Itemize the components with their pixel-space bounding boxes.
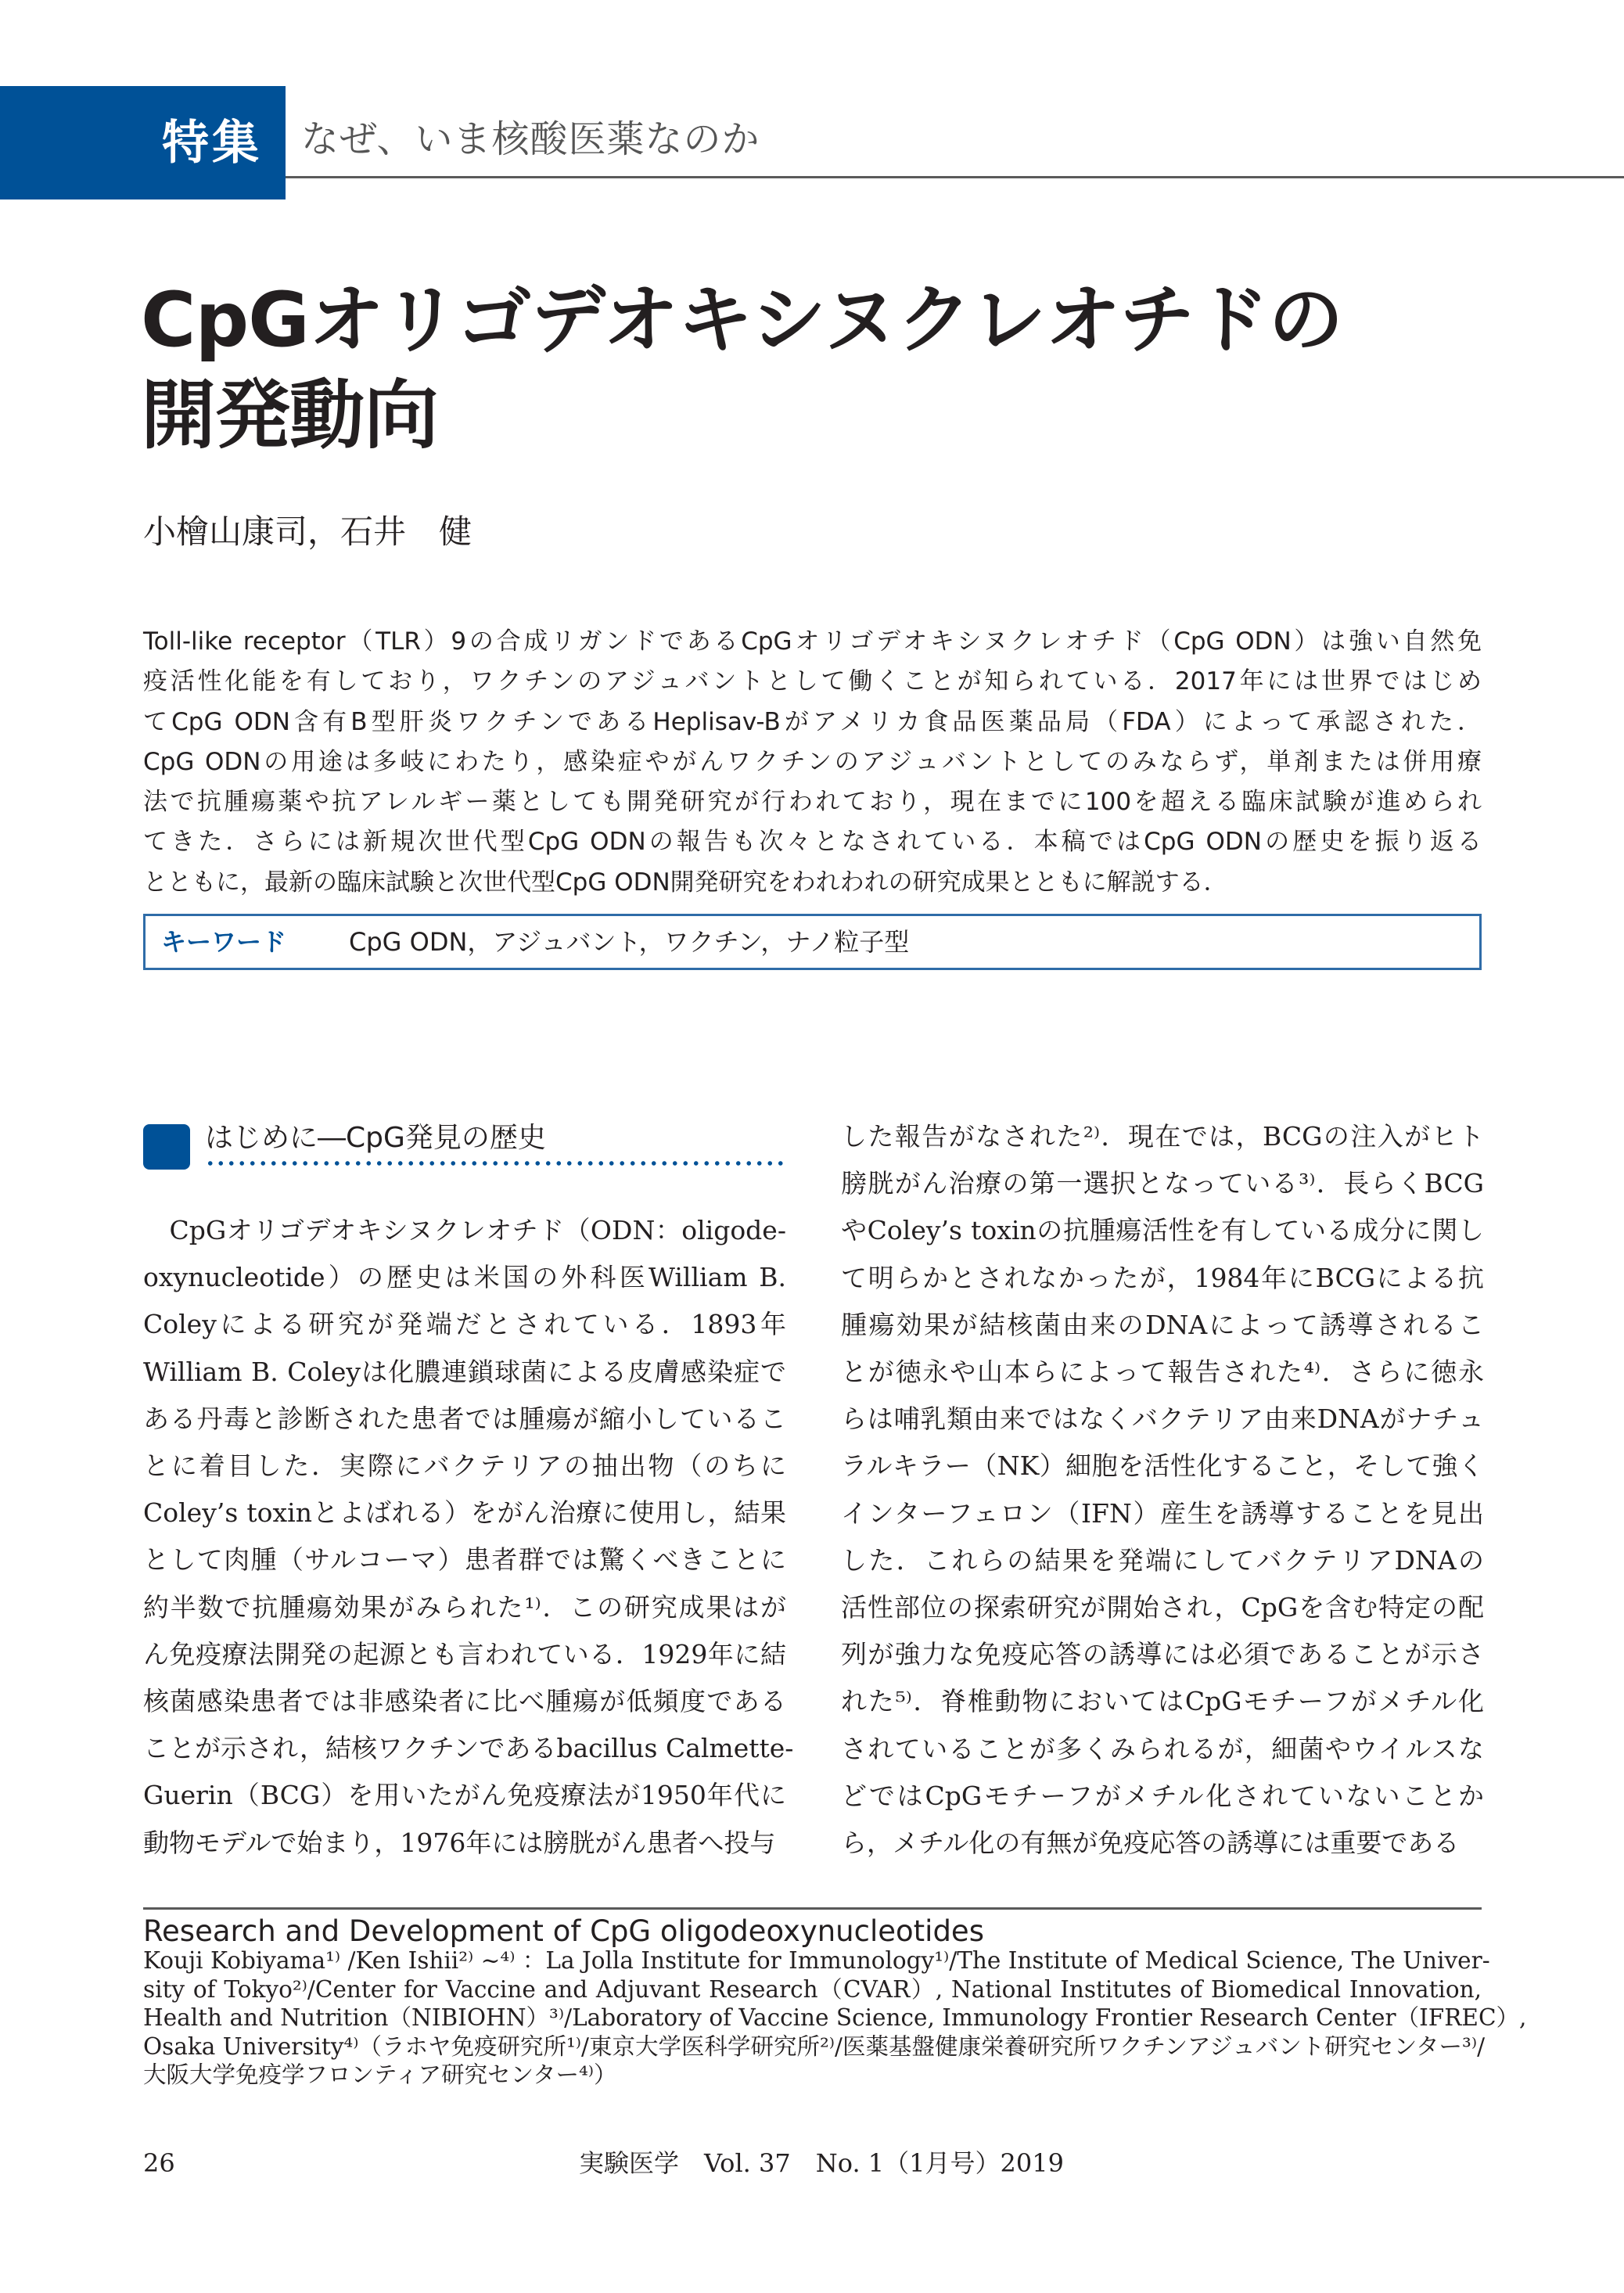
body-text-line: oxynucleotide）の歴史は米国の外科医William B.	[143, 1262, 786, 1293]
body-text-line: Coleyによる研究が発端だとされている．1893年	[143, 1309, 786, 1340]
body-text-line: インターフェロン（IFN）産生を誘導することを見出	[841, 1497, 1484, 1529]
abstract-line: 法で抗腫瘍薬や抗アレルギー薬としても開発研究が行われており，現在までに100を超える臨床試験が進められ	[143, 788, 1482, 817]
body-text-line: ん免疫療法開発の起源とも言われている．1929年に結	[143, 1638, 786, 1669]
body-text-line: て明らかとされなかったが，1984年にBCGによる抗	[841, 1262, 1484, 1293]
abstract-line: てきた．さらには新規次世代型CpG ODNの報告も次々となされている．本稿ではCpG ODNの歴史を振り返る	[143, 828, 1482, 857]
body-text-line: 活性部位の探索研究が開始され，CpGを含む特定の配	[841, 1592, 1484, 1623]
body-text-line: Guerin（BCG）を用いたがん免疫療法が1950年代に	[143, 1780, 786, 1811]
body-column-right	[841, 1113, 1484, 1867]
authors: 小檜山康司，石井 健	[143, 512, 472, 551]
abstract-line: Toll-like receptor（TLR）9の合成リガンドであるCpGオリゴデオキシヌクレオチド（CpG ODN）は強い自然免	[143, 627, 1482, 656]
affiliation-line: Kouji Kobiyama¹⁾ /Ken Ishii²⁾ ~⁴⁾ ：La Jolla Institute for Immunology¹⁾/The Institute of Medical Science, The Univer-	[143, 1947, 1490, 1974]
affiliation-line: sity of Tokyo²⁾/Center for Vaccine and Adjuvant Research（CVAR）, National Institutes of Biomedical Innovation,	[143, 1975, 1482, 2003]
body-text-line: 腫瘍効果が結核菌由来のDNAによって誘導されるこ	[841, 1309, 1484, 1340]
feature-label: 特集	[162, 116, 262, 171]
abstract	[143, 622, 1482, 903]
body-text-line: 動物モデルで始まり，1976年には膀胱がん患者へ投与	[143, 1827, 776, 1858]
section-heading: はじめに―CpG発見の歴史	[205, 1122, 546, 1154]
body-text-line: ラルキラー（NK）細胞を活性化すること，そして強く	[841, 1450, 1484, 1482]
abstract-line: 疫活性化能を有しており，ワクチンのアジュバントとして働くことが知られている．2017年には世界ではじめ	[143, 667, 1482, 696]
keyword-box	[143, 914, 1482, 970]
body-text-line: した報告がなされた²⁾．現在では，BCGの注入がヒト	[841, 1121, 1484, 1152]
body-text-line: ことが示され，結核ワクチンであるbacillus Calmette-	[143, 1733, 794, 1764]
series-title: なぜ、いま核酸医薬なのか	[301, 117, 760, 161]
keyword-label: キーワード	[161, 927, 287, 957]
affiliation-line: Health and Nutrition（NIBIOHN）³⁾/Laboratory of Vaccine Science, Immunology Frontier Research Center（IFREC）,	[143, 2004, 1527, 2031]
affiliations	[143, 1946, 1527, 2090]
page-number: 26	[143, 2148, 175, 2178]
body-column-left	[143, 1207, 794, 1867]
keyword-values: CpG ODN，アジュバント，ワクチン，ナノ粒子型	[349, 927, 910, 957]
body-text-line: 膀胱がん治療の第一選択となっている³⁾．長らくBCG	[841, 1168, 1484, 1199]
abstract-line: てCpG ODN含有B型肝炎ワクチンであるHeplisav-Bがアメリカ食品医薬品局（FDA）によって承認された．	[143, 707, 1482, 736]
body-text-line: とが徳永や山本らによって報告された⁴⁾．さらに徳永	[841, 1357, 1484, 1388]
body-text-line: Coley’s toxinとよばれる）をがん治療に使用し，結果	[143, 1497, 786, 1529]
body-text-line: どではCpGモチーフがメチル化されていないことか	[841, 1780, 1484, 1811]
body-text-line: とに着目した．実際にバクテリアの抽出物（のちに	[143, 1450, 786, 1482]
journal-info: 実験医学 Vol. 37 No. 1（1月号）2019	[579, 2148, 1064, 2178]
body-text-line: されていることが多くみられるが，細菌やウイルスな	[841, 1733, 1484, 1764]
body-text-line: 列が強力な免疫応答の誘導には必須であることが示さ	[841, 1639, 1484, 1670]
article-title-line-2: 開発動向	[141, 372, 438, 459]
abstract-line: CpG ODNの用途は多岐にわたり，感染症やがんワクチンのアジュバントとしてのみならず，単剤または併用療	[143, 747, 1482, 776]
body-text-line: CpGオリゴデオキシヌクレオチド（ODN：oligode-	[143, 1215, 786, 1245]
body-text-line: ら，メチル化の有無が免疫応答の誘導には重要である	[841, 1828, 1460, 1859]
article-title-line-1: CpGオリゴデオキシヌクレオチドの	[141, 276, 1343, 364]
feature-label-box	[0, 86, 286, 199]
footer-divider	[143, 1907, 1482, 1910]
body-text-line: 核菌感染患者では非感染者に比べ腫瘍が低頻度である	[143, 1686, 786, 1717]
body-text-line: やColey’s toxinの抗腫瘍活性を有している成分に関し	[841, 1215, 1484, 1246]
section-marker-icon	[143, 1124, 190, 1170]
body-text-line: として肉腫（サルコーマ）患者群では驚くべきことに	[143, 1544, 786, 1576]
section-dotted-underline	[205, 1161, 785, 1166]
body-text-line: 約半数で抗腫瘍効果がみられた¹⁾．この研究成果はが	[143, 1591, 786, 1623]
english-title: Research and Development of CpG oligodeoxynucleotides	[143, 1914, 984, 1948]
affiliation-line: Osaka University⁴⁾（ラホヤ免疫研究所¹⁾/東京大学医科学研究所²⁾/医薬基盤健康栄養研究所ワクチンアジュバント研究センター³⁾/	[143, 2032, 1486, 2060]
article-title	[141, 272, 1518, 463]
body-text-line: William B. Coleyは化膿連鎖球菌による皮膚感染症で	[143, 1356, 786, 1387]
abstract-line: とともに，最新の臨床試験と次世代型CpG ODN開発研究をわれわれの研究成果とともに解説する．	[143, 868, 1228, 897]
header-divider	[286, 176, 1624, 178]
body-text-line: した．これらの結果を発端にしてバクテリアDNAの	[841, 1544, 1484, 1576]
body-text-line: ある丹毒と診断された患者では腫瘍が縮小しているこ	[143, 1403, 786, 1434]
affiliation-line: 大阪大学免疫学フロンティア研究センター⁴⁾）	[143, 2061, 617, 2088]
body-text-line: らは哺乳類由来ではなくバクテリア由来DNAがナチュ	[841, 1403, 1484, 1435]
body-text-line: れた⁵⁾．脊椎動物においてはCpGモチーフがメチル化	[841, 1686, 1484, 1717]
